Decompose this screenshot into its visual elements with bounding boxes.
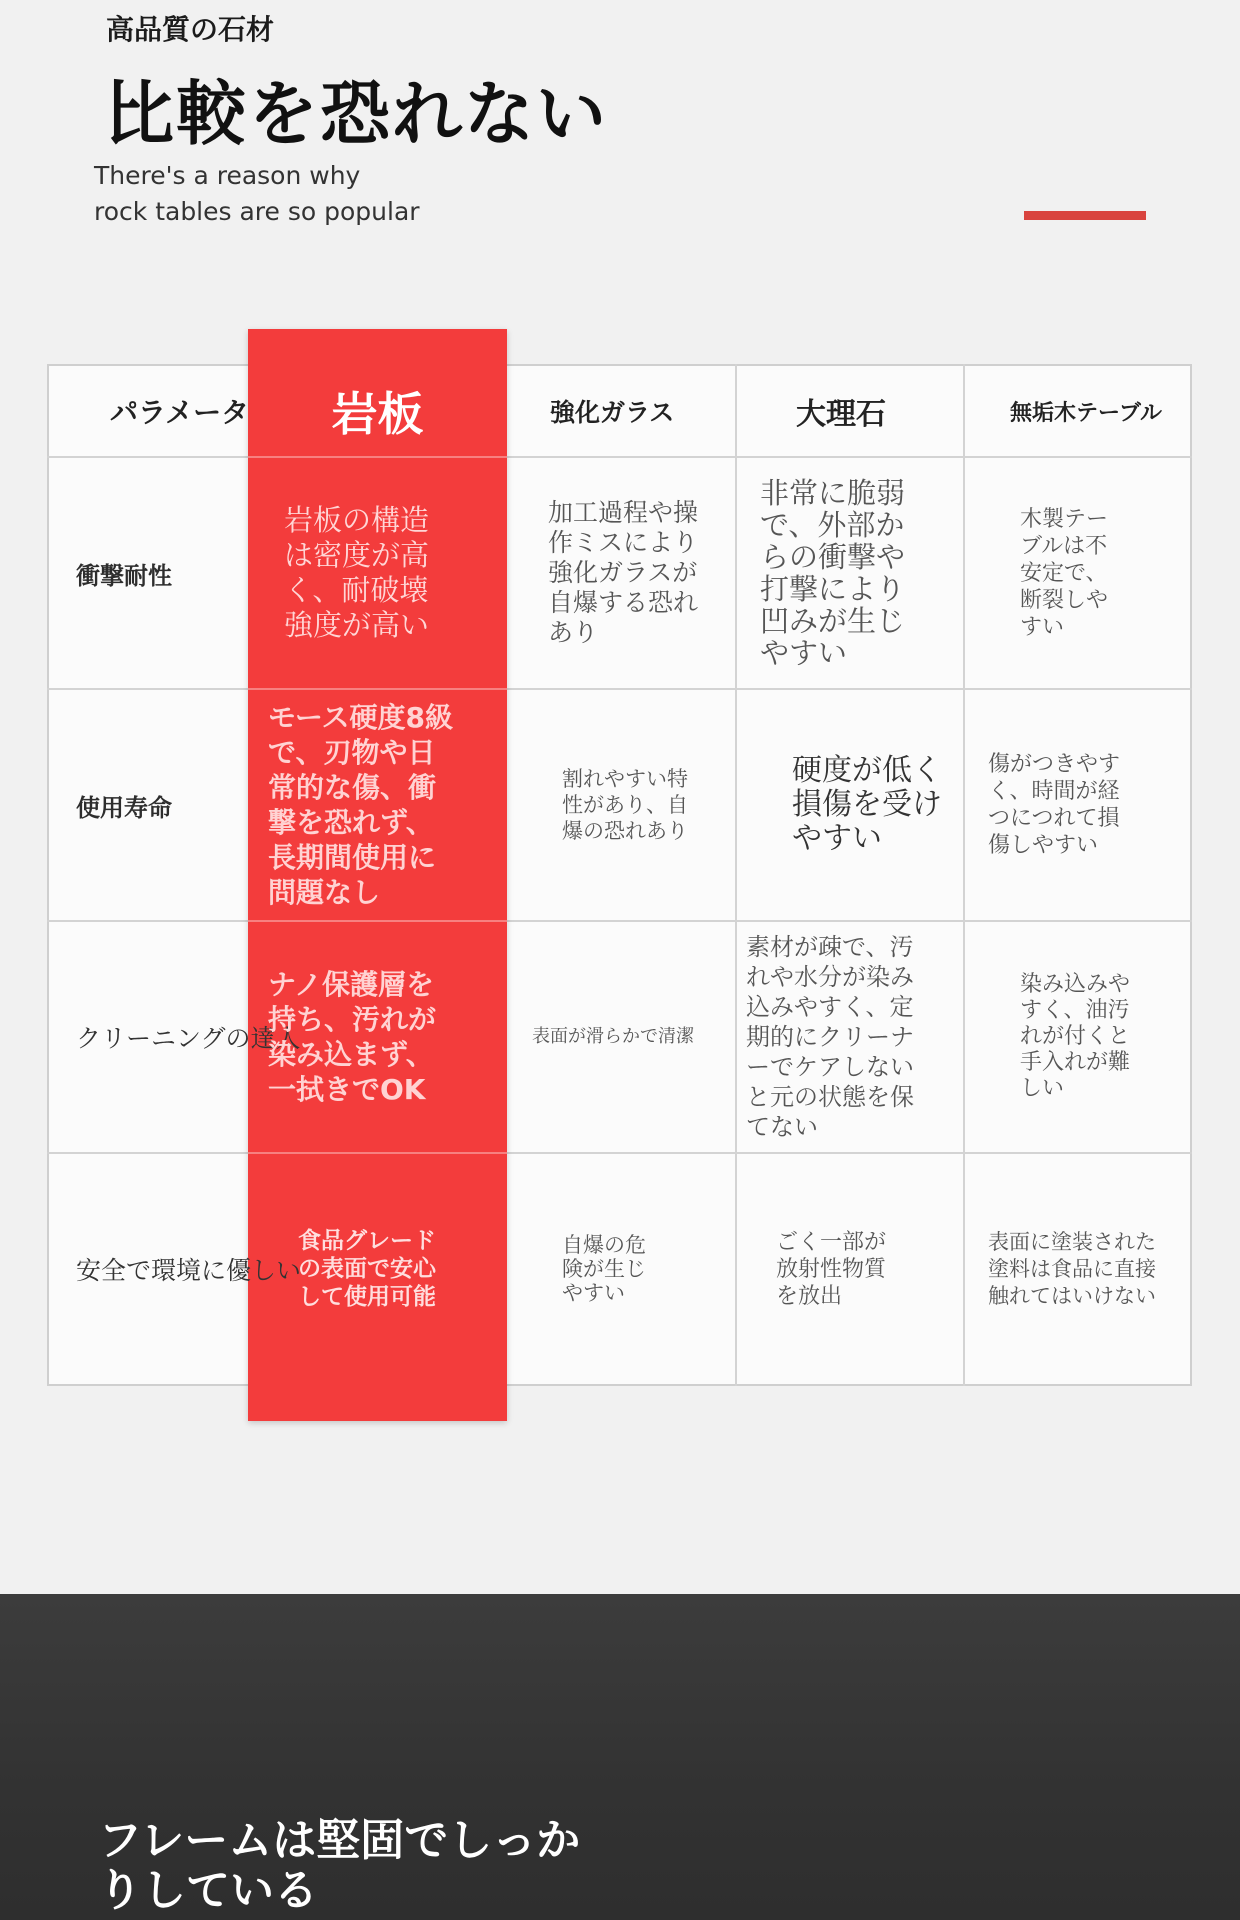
marble-safety-cell: ごく一部が 放射性物質 を放出 xyxy=(776,1229,887,1309)
column-header-rock-slab: 岩板 xyxy=(331,387,424,441)
column-header-solid-wood: 無垢木テーブル xyxy=(1010,400,1163,426)
rock-cleaning-cell: ナノ保護層を 持ち、汚れが 染み込まず、 一拭きでOK xyxy=(268,968,437,1106)
rock-impact-cell: 岩板の構造 は密度が高 く、耐破壊 強度が高い xyxy=(284,503,430,642)
glass-safety-cell: 自爆の危 険が生じ やすい xyxy=(562,1233,646,1305)
row-param-safety: 安全で環境に優しい xyxy=(76,1256,302,1285)
rock-lifespan-cell: モース硬度8級 で、刃物や日 常的な傷、衝 撃を恐れず、 長期間使用に 問題なし xyxy=(268,701,453,909)
glass-cleaning-cell: 表面が滑らかで清潔 xyxy=(532,1026,694,1047)
column-header-parameter: パラメータ xyxy=(110,396,250,429)
page-title: 比較を恐れない xyxy=(104,73,608,155)
marble-impact-cell: 非常に脆弱 で、外部か らの衝撃や 打撃により 凹みが生じ やすい xyxy=(760,476,906,670)
row-param-impact: 衝撃耐性 xyxy=(76,561,172,590)
row-param-cleaning: クリーニングの達人 xyxy=(76,1024,301,1053)
marble-cleaning-cell: 素材が疎で、汚 れや水分が染み 込みやすく、定 期的にクリーナ ーでケアしない と元の状態を保 てない xyxy=(746,933,914,1141)
glass-lifespan-cell: 割れやすい特 性があり、自 爆の恐れあり xyxy=(562,767,688,843)
glass-impact-cell: 加工過程や操 作ミスにより 強化ガラスが 自爆する恐れ あり xyxy=(548,498,699,647)
wood-lifespan-cell: 傷がつきやす く、時間が経 つにつれて損 傷しやすい xyxy=(988,752,1121,858)
column-header-marble: 大理石 xyxy=(796,397,886,432)
wood-impact-cell: 木製テー ブルは不 安定で、 断裂しや すい xyxy=(1020,506,1109,640)
accent-bar xyxy=(1024,211,1146,220)
eyebrow-title: 高品質の石材 xyxy=(106,13,275,46)
column-header-tempered-glass: 強化ガラス xyxy=(550,398,675,427)
wood-cleaning-cell: 染み込みや すく、油汚 れが付くと 手入れが難 しい xyxy=(1020,972,1131,1101)
wood-safety-cell: 表面に塗装された 塗料は食品に直接 触れてはいけない xyxy=(988,1229,1156,1308)
rock-safety-cell: 食品グレード の表面で安心 して使用可能 xyxy=(298,1228,436,1310)
marble-lifespan-cell: 硬度が低く 損傷を受け やすい xyxy=(792,753,942,856)
row-param-lifespan: 使用寿命 xyxy=(76,793,172,822)
frame-section-title: フレームは堅固でしっか りしている xyxy=(98,1815,581,1916)
tagline: There's a reason why rock tables are so popular xyxy=(94,161,420,226)
